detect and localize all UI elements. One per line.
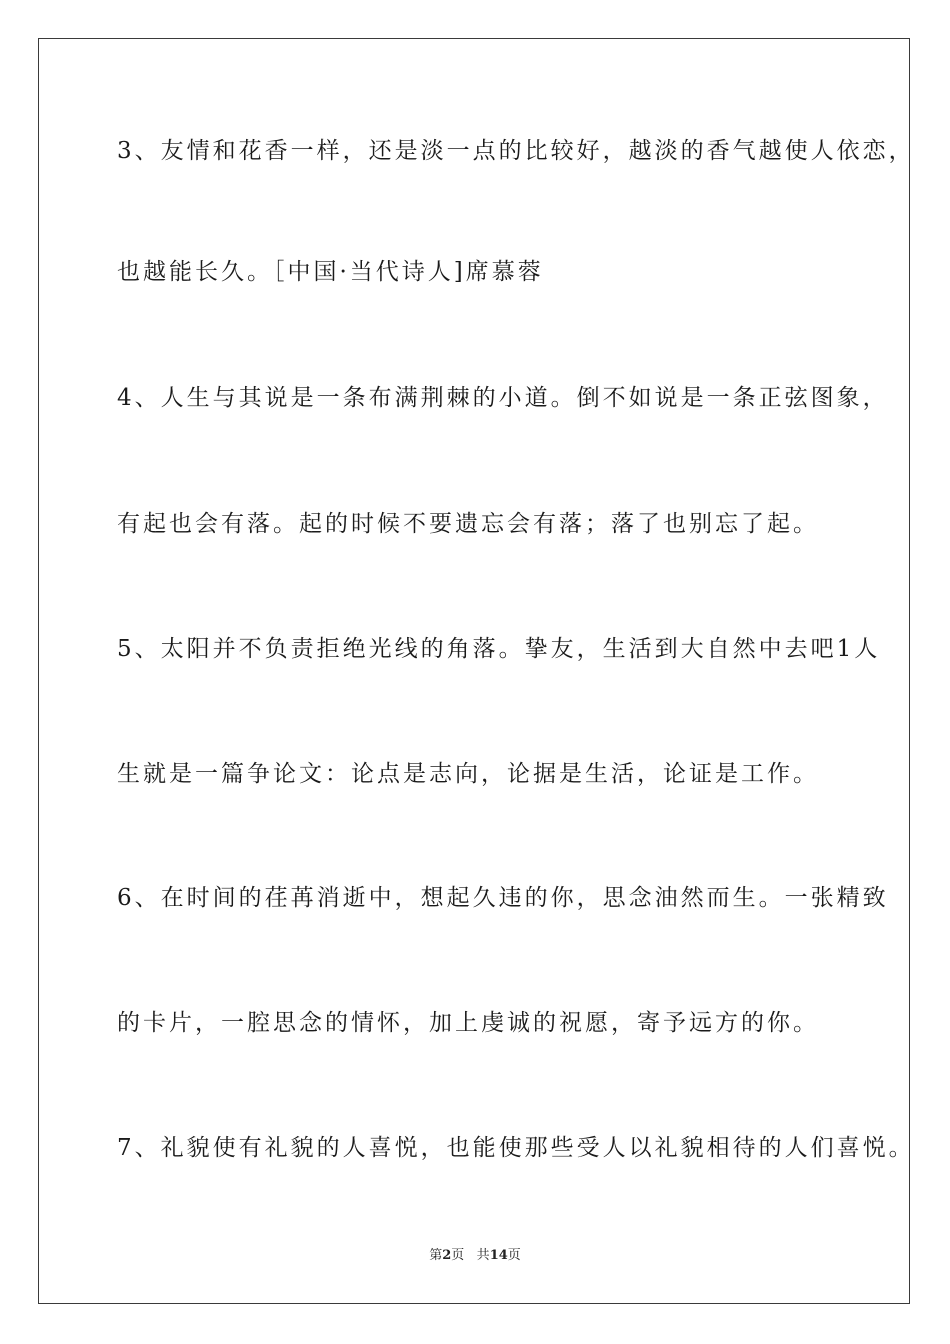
page-number: 2 [442, 1248, 452, 1263]
text-line: 生就是一篇争论文：论点是志向，论据是生活，论证是工作。 [117, 761, 819, 787]
page-footer [0, 1248, 950, 1264]
text-line: 的卡片，一腔思念的情怀，加上虔诚的祝愿，寄予远方的你。 [117, 1010, 819, 1036]
text-line: 3、友情和花香一样，还是淡一点的比较好，越淡的香气越使人依恋， [117, 138, 915, 164]
text-line: 6、在时间的荏苒消逝中，想起久违的你，思念油然而生。一张精致 [117, 885, 889, 911]
page-border [38, 38, 910, 1304]
text-line: 5、太阳并不负责拒绝光线的角落。挚友，生活到大自然中去吧1人 [117, 636, 881, 662]
text-line: 4、人生与其说是一条布满荆棘的小道。倒不如说是一条正弦图象， [117, 385, 889, 411]
text-line: 7、礼貌使有礼貌的人喜悦，也能使那些受人以礼貌相待的人们喜悦。 [117, 1135, 915, 1161]
page-suffix: 页 [451, 1248, 465, 1263]
text-line: 有起也会有落。起的时候不要遗忘会有落；落了也别忘了起。 [117, 511, 819, 537]
total-pages: 14 [489, 1248, 508, 1263]
total-suffix: 页 [507, 1248, 521, 1263]
total-prefix: 共 [476, 1248, 490, 1263]
text-line: 也越能长久。［中国·当代诗人]席慕蓉 [117, 259, 544, 285]
page-prefix: 第 [429, 1248, 443, 1263]
